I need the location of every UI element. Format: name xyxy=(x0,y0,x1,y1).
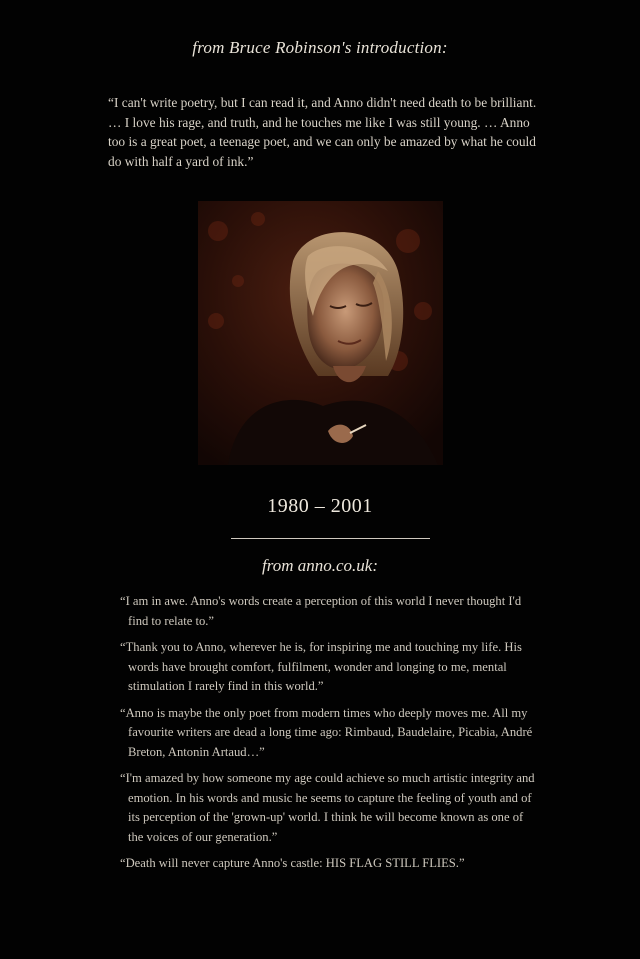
reader-quote: “Death will never capture Anno's castle: HIS FLAG STILL FLIES.” xyxy=(120,856,465,870)
reader-quote: “I am in awe. Anno's words create a perception of this world I never thought I'd find to relate to.” xyxy=(120,594,522,628)
portrait-photo xyxy=(198,201,443,465)
intro-quote: “I can't write poetry, but I can read it, and Anno didn't need death to be brilliant. … I love his rage, and truth, and he touches me like I was still young. … Anno too is a great poet, a teenage poet, and we can only be amazed by what he could do with half a yard of ink.” xyxy=(108,95,537,169)
website-heading: from anno.co.uk: xyxy=(262,556,378,575)
intro-heading: from Bruce Robinson's introduction: xyxy=(192,38,448,57)
life-years: 1980 – 2001 xyxy=(267,495,373,517)
divider-line xyxy=(231,538,430,539)
reader-quote: “I'm amazed by how someone my age could achieve so much artistic integrity and emotion. In his words and music he seems to capture the feeling of youth and of its perception of the 'grown-up' world. I think he will become known as one of the voices of our generation.” xyxy=(120,771,535,844)
reader-quotes xyxy=(120,592,540,881)
reader-quote: “Anno is maybe the only poet from modern times who deeply moves me. All my favourite writers are dead a long time ago: Rimbaud, Baudelaire, Picabia, André Breton, Antonin Artaud…” xyxy=(120,705,533,759)
reader-quote: “Thank you to Anno, wherever he is, for inspiring me and touching my life. His words have brought comfort, fulfilment, wonder and longing to me, mental stimulation I rarely find in this world.” xyxy=(120,640,522,693)
portrait-illustration xyxy=(198,201,443,465)
